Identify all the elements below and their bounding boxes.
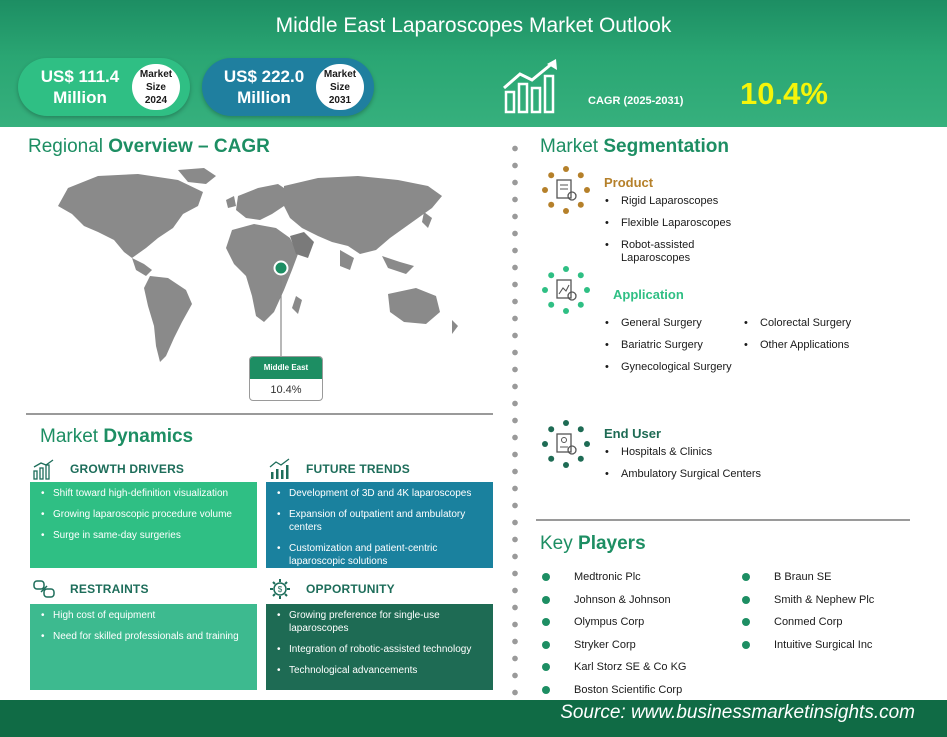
title-part: Overview – CAGR <box>108 136 270 157</box>
list-item: Conmed Corp <box>740 616 940 639</box>
title-part: Market <box>540 136 599 157</box>
badge-year: 2024 <box>144 95 168 106</box>
badge-label: Size <box>329 82 350 93</box>
restraints-label: RESTRAINTS <box>70 582 149 596</box>
market-dynamics-title <box>40 426 193 448</box>
title-part: Dynamics <box>103 426 194 447</box>
list-item: B Braun SE <box>740 571 940 594</box>
application-list-left <box>604 317 744 383</box>
market-size-2031-value: US$ 222.0 Million <box>223 67 305 107</box>
opportunity-box <box>266 604 493 690</box>
restraints-header <box>32 578 149 600</box>
list-item: • Bariatric Surgery <box>604 339 744 352</box>
market-size-2024-pill <box>18 58 190 116</box>
growth-drivers-box <box>30 482 257 568</box>
title-part: Players <box>578 533 646 554</box>
middle-east-cagr-card <box>249 356 323 401</box>
list-item: • General Surgery <box>604 317 744 330</box>
list-item: • High cost of equipment <box>40 609 249 622</box>
list-item: • Growing laparoscopic procedure volume <box>40 508 249 521</box>
section-divider <box>26 413 493 415</box>
list-item: Smith & Nephew Plc <box>740 594 940 617</box>
badge-label: Market <box>139 69 173 80</box>
product-icon <box>542 166 590 214</box>
list-item: • Hospitals & Clinics <box>604 446 804 459</box>
trend-chart-icon <box>268 458 292 480</box>
list-item: • Colorectal Surgery <box>743 317 883 330</box>
list-item: Karl Storz SE & Co KG <box>540 661 740 684</box>
end-user-list <box>604 446 804 490</box>
cagr-label: CAGR (2025-2031) <box>588 95 684 107</box>
growth-drivers-header <box>32 458 184 480</box>
future-trends-header <box>268 458 410 480</box>
list-item: • Gynecological Surgery <box>604 361 744 374</box>
region-cagr: 10.4% <box>270 384 302 396</box>
opportunity-header <box>268 578 395 600</box>
regional-overview-title <box>28 136 270 158</box>
footer-bar <box>0 700 947 737</box>
list-item: Johnson & Johnson <box>540 594 740 617</box>
market-segmentation-title <box>540 136 729 158</box>
market-size-2024-badge <box>132 64 180 110</box>
list-item: Stryker Corp <box>540 639 740 662</box>
future-trends-label: FUTURE TRENDS <box>306 462 410 476</box>
title-part: Segmentation <box>603 136 729 157</box>
list-item: • Flexible Laparoscopes <box>604 217 744 230</box>
market-size-2031-pill <box>202 58 374 116</box>
list-item: Boston Scientific Corp <box>540 684 740 707</box>
world-map <box>28 166 488 372</box>
list-item: • Integration of robotic-assisted technology <box>276 643 485 656</box>
cagr-value: 10.4% <box>740 76 828 111</box>
gear-dollar-icon <box>268 578 292 600</box>
market-size-2031-badge <box>316 64 364 110</box>
title-part: Market <box>40 426 99 447</box>
list-item: • Technological advancements <box>276 664 485 677</box>
end-user-label: End User <box>604 426 662 441</box>
list-item: • Robot-assisted Laparoscopes <box>604 239 744 265</box>
application-list-right <box>743 317 883 361</box>
application-label: Application <box>613 287 684 302</box>
svg-text:$: $ <box>277 585 283 594</box>
end-user-icon <box>542 420 590 468</box>
players-list-right <box>740 571 940 661</box>
application-icon <box>542 266 590 314</box>
list-item: • Customization and patient-centric laparoscopic solutions <box>276 542 485 568</box>
title-part: Key <box>540 533 573 554</box>
section-divider <box>536 519 910 521</box>
title-part: Regional <box>28 136 103 157</box>
list-item: • Surge in same-day surgeries <box>40 529 249 542</box>
future-trends-box <box>266 482 493 568</box>
badge-label: Size <box>145 82 166 93</box>
list-item: • Growing preference for single-use laparoscopes <box>276 609 485 635</box>
list-item: • Need for skilled professionals and training <box>40 630 249 643</box>
badge-year: 2031 <box>328 95 352 106</box>
opportunity-label: OPPORTUNITY <box>306 582 395 596</box>
list-item: • Expansion of outpatient and ambulatory centers <box>276 508 485 534</box>
broken-link-icon <box>32 578 56 600</box>
growth-drivers-label: GROWTH DRIVERS <box>70 462 185 476</box>
product-label: Product <box>604 175 654 190</box>
source-text: Source: www.businessmarketinsights.com <box>560 702 915 723</box>
players-list-left <box>540 571 740 706</box>
badge-label: Market <box>323 69 357 80</box>
region-name: Middle East <box>250 357 322 379</box>
header-banner <box>0 0 947 127</box>
list-item: • Ambulatory Surgical Centers <box>604 468 804 481</box>
list-item: • Development of 3D and 4K laparoscopes <box>276 487 485 500</box>
product-list <box>604 195 744 274</box>
key-players-title <box>540 533 646 555</box>
list-item: Medtronic Plc <box>540 571 740 594</box>
market-size-2024-value: US$ 111.4 Million <box>40 67 120 107</box>
growth-chart-icon <box>32 458 56 480</box>
list-item: Olympus Corp <box>540 616 740 639</box>
restraints-box <box>30 604 257 690</box>
list-item: • Shift toward high-definition visualization <box>40 487 249 500</box>
list-item: • Other Applications <box>743 339 883 352</box>
column-divider <box>512 140 518 700</box>
list-item: Intuitive Surgical Inc <box>740 639 940 662</box>
bar-chart-growth-icon <box>500 58 564 114</box>
list-item: • Rigid Laparoscopes <box>604 195 744 208</box>
page-title: Middle East Laparoscopes Market Outlook <box>275 14 672 37</box>
